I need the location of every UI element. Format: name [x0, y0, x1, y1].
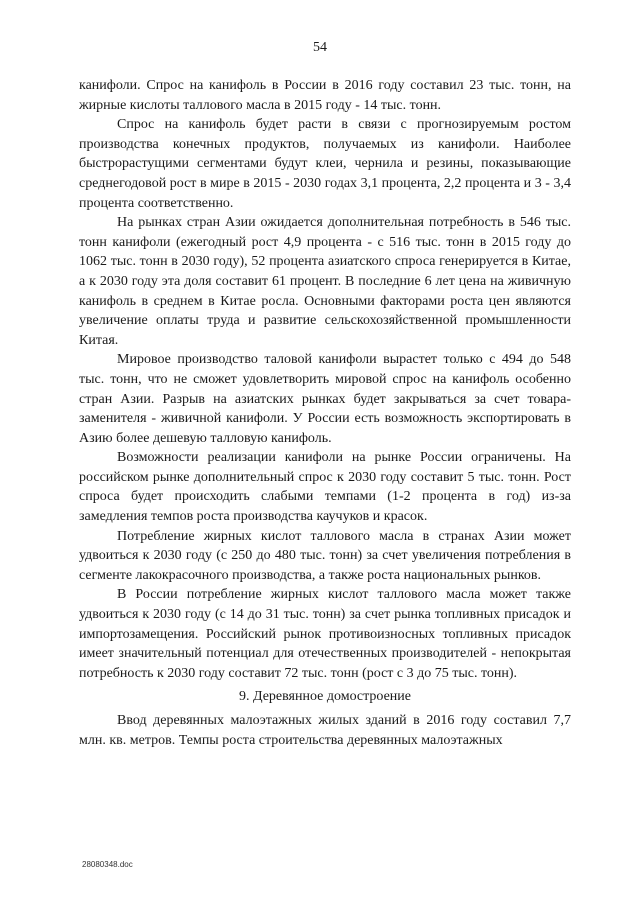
- paragraph-2: Спрос на канифоль будет расти в связи с прогнозируемым ростом производства конечных продуктов, получаемых из канифоли. Наиболее быстрорастущими сегментами будут клеи, чернила и резины, показывающие среднегодовой рост в мире в 2015 - 2030 годах 3,1 процента, 2,2 процента и 3 - 3,4 процента соответственно.: [79, 117, 571, 211]
- paragraph-5: Возможности реализации канифоли на рынке России ограничены. На российском рынке дополнительный спрос к 2030 году составит 5 тыс. тонн. Рост спроса будет происходить слабыми темпами (1-2 процента в год) из-за замедления темпов роста производства каучуков и красок.: [79, 450, 571, 525]
- document-body: [79, 76, 571, 750]
- section-heading: 9. Деревянное домостроение: [238, 689, 412, 705]
- paragraph-8: Ввод деревянных малоэтажных жилых зданий в 2016 году составил 7,7 млн. кв. метров. Темпы роста строительства деревянных малоэтажных: [79, 713, 571, 748]
- paragraph-7: В России потребление жирных кислот таллового масла может также удвоиться к 2030 году (с 14 до 31 тыс. тонн) за счет рынка топливных присадок и импортозамещения. Российский рынок противоизносных топливных присадок имеет значительный потенциал для отечественных производителей - непокрытая потребность к 2030 году составит 72 тыс. тонн (рост с 3 до 75 тыс. тонн).: [79, 587, 571, 681]
- footer-filename: 28080348.doc: [82, 860, 133, 869]
- paragraph-6: Потребление жирных кислот таллового масла в странах Азии может удвоиться к 2030 году (с 250 до 480 тыс. тонн) за счет увеличения потребления в сегменте лакокрасочного производства, а также роста национальных рынков.: [79, 528, 571, 583]
- page-number: 54: [313, 40, 327, 55]
- paragraph-4: Мировое производство таловой канифоли вырастет только с 494 до 548 тыс. тонн, что не сможет удовлетворить мировой спрос на канифоль особенно стран Азии. Разрыв на азиатских рынках будет закрываться за счет товара-заменителя - живичной канифоли. У России есть возможность экспортировать в Азию более дешевую талловую канифоль.: [79, 352, 571, 446]
- paragraph-1: канифоли. Спрос на канифоль в России в 2016 году составил 23 тыс. тонн, на жирные кислоты таллового масла в 2015 году - 14 тыс. тонн.: [79, 78, 571, 113]
- paragraph-3: На рынках стран Азии ожидается дополнительная потребность в 546 тыс. тонн канифоли (ежегодный рост 4,9 процента - с 516 тыс. тонн в 2015 году до 1062 тыс. тонн в 2030 году), 52 процента азиатского спроса генерируется в Китае, а к 2030 году эта доля составит 61 процент. В последние 6 лет цена на живичную канифоль в среднем в Китае росла. Основными факторами роста цен являются увеличение оплаты труда и развитие сельскохозяйственной промышленности Китая.: [79, 215, 571, 348]
